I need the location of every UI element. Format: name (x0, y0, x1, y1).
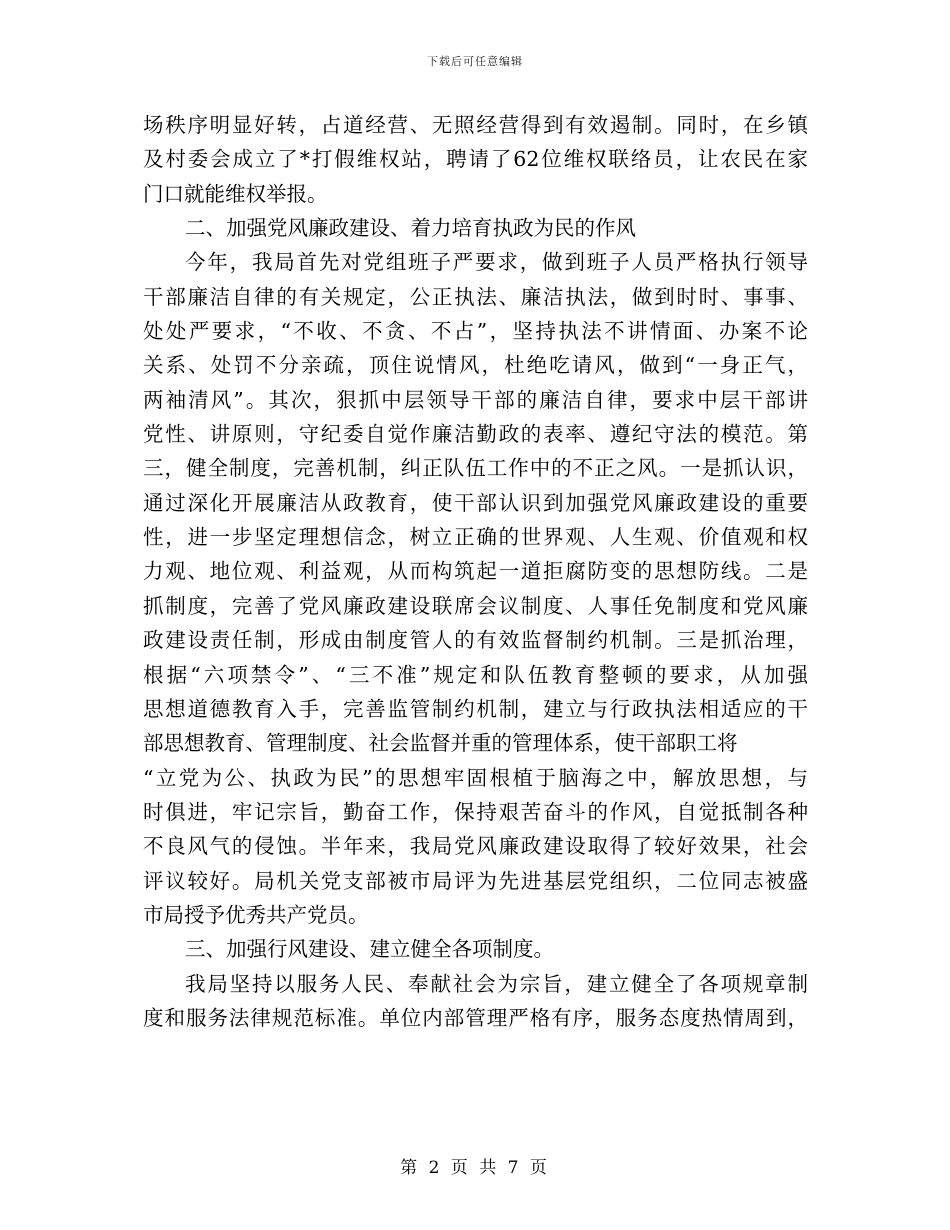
page-footer: 第 2 页 共 7 页 (400, 1158, 550, 1178)
text-line: 关系、处罚不分亲疏，顶住说情风，杜绝吃请风，做到“一身正气， (143, 353, 808, 378)
text-line: 度和服务法律规范标准。单位内部管理严格有序，服务态度热情周到， (143, 1005, 808, 1030)
text-line: 我局坚持以服务人民、奉献社会为宗旨，建立健全了各项规章制 (185, 971, 808, 996)
text-line: 性，进一步坚定理想信念，树立正确的世界观、人生观、价值观和权 (143, 525, 808, 550)
text-line: 及村委会成立了*打假维权站，聘请了62位维权联络员，让农民在家 (143, 147, 808, 172)
text-line: 干部廉洁自律的有关规定，公正执法、廉洁执法，做到时时、事事、 (143, 284, 808, 309)
document-body (143, 108, 808, 1035)
text-line: 场秩序明显好转，占道经营、无照经营得到有效遏制。同时，在乡镇 (143, 113, 808, 137)
page-header: 下载后可任意编辑 (427, 55, 523, 68)
text-line: 通过深化开展廉洁从政教育，使干部认识到加强党风廉政建设的重要 (143, 490, 808, 515)
text-line: 政建设责任制，形成由制度管人的有效监督制约机制。三是抓治理， (143, 628, 808, 653)
text-line: 市局授予优秀共产党员。 (143, 902, 369, 927)
text-line: 部思想教育、管理制度、社会监督并重的管理体系，使干部职工将 (143, 731, 738, 756)
text-line: “立党为公、执政为民”的思想牢固根植于脑海之中，解放思想，与 (143, 765, 808, 790)
text-line: 根据“六项禁令”、“三不准”规定和队伍教育整顿的要求，从加强 (143, 662, 808, 687)
text-line: 处处严要求，“不收、不贪、不占”，坚持执法不讲情面、办案不论 (143, 319, 808, 344)
text-line: 时俱进，牢记宗旨，勤奋工作，保持艰苦奋斗的作风，自觉抵制各种 (143, 799, 808, 824)
text-line: 评议较好。局机关党支部被市局评为先进基层党组织，二位同志被盛 (143, 868, 808, 893)
text-line: 三、加强行风建设、建立健全各项制度。 (185, 937, 554, 962)
text-line: 思想道德教育入手，完善监管制约机制，建立与行政执法相适应的干 (143, 696, 808, 721)
text-line: 抓制度，完善了党风廉政建设联席会议制度、人事任免制度和党风廉 (143, 593, 808, 618)
text-line: 三，健全制度，完善机制，纠正队伍工作中的不正之风。一是抓认识， (143, 456, 808, 481)
text-line: 门口就能维权举报。 (143, 181, 328, 206)
text-line: 不良风气的侵蚀。半年来，我局党风廉政建设取得了较好效果，社会 (143, 834, 808, 859)
text-line: 力观、地位观、利益观，从而构筑起一道拒腐防变的思想防线。二是 (143, 559, 808, 584)
text-line: 今年，我局首先对党组班子严要求，做到班子人员严格执行领导 (185, 250, 808, 275)
text-line: 二、加强党风廉政建设、着力培育执政为民的作风 (185, 216, 636, 241)
text-line: 党性、讲原则，守纪委自觉作廉洁勤政的表率、遵纪守法的模范。第 (143, 422, 808, 447)
text-line: 两袖清风”。其次，狠抓中层领导干部的廉洁自律，要求中层干部讲 (143, 387, 808, 412)
